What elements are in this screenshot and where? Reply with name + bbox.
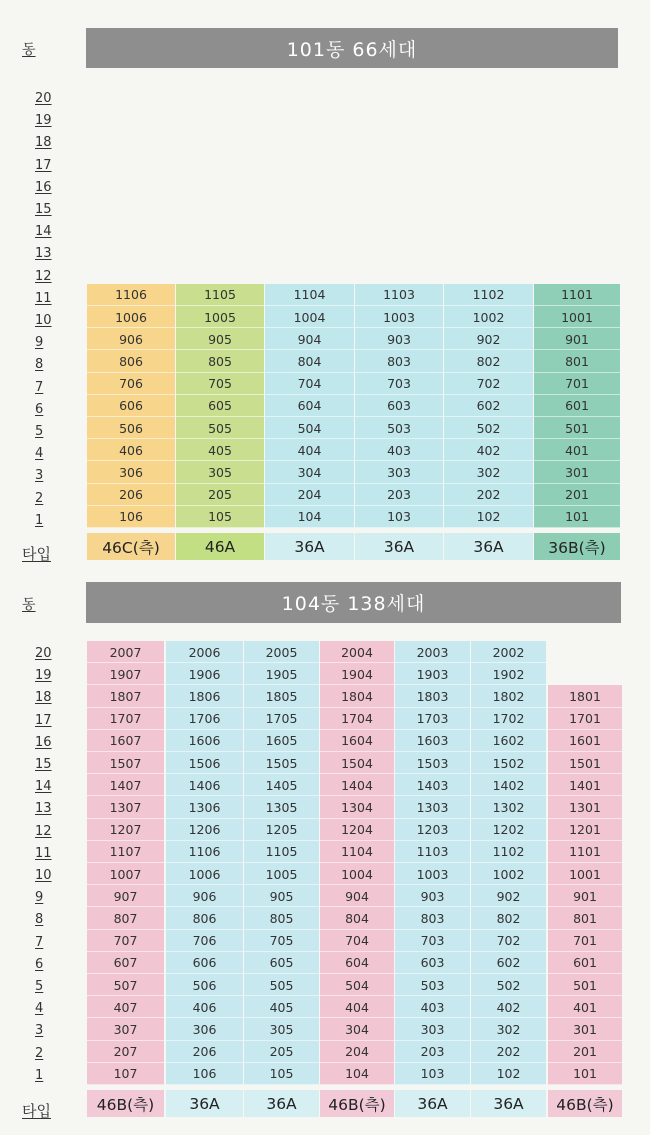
unit-cell: 1605: [244, 730, 319, 752]
unit-cell: 401: [534, 439, 620, 461]
unit-cell: 506: [166, 974, 243, 996]
unit-cell: 1007: [87, 863, 164, 885]
unit-cell: 1002: [444, 306, 533, 328]
unit-cell: 1801: [548, 685, 622, 707]
unit-cell: 106: [87, 506, 175, 528]
unit-column: [265, 284, 354, 528]
unit-column: [548, 685, 622, 1085]
unit-cell: 301: [534, 461, 620, 483]
unit-cell: 1101: [534, 284, 620, 306]
unit-cell: 501: [534, 417, 620, 439]
unit-cell: 1506: [166, 752, 243, 774]
unit-cell: 1902: [471, 663, 546, 685]
unit-cell: 905: [244, 885, 319, 907]
unit-cell: 1307: [87, 796, 164, 818]
unit-type-cell: 46B(측): [320, 1090, 394, 1117]
unit-cell: 1204: [320, 819, 394, 841]
unit-cell: 805: [176, 350, 264, 372]
floor-label: 10: [35, 868, 52, 883]
unit-cell: 207: [87, 1041, 164, 1063]
unit-cell: 304: [320, 1018, 394, 1040]
unit-cell: 605: [244, 952, 319, 974]
floor-label: 20: [35, 646, 52, 661]
unit-cell: 201: [534, 484, 620, 506]
unit-cell: 1904: [320, 663, 394, 685]
unit-cell: 905: [176, 328, 264, 350]
unit-type-cell: 36B(측): [534, 533, 620, 560]
unit-cell: 705: [244, 930, 319, 952]
unit-cell: 202: [471, 1041, 546, 1063]
unit-cell: 1106: [87, 284, 175, 306]
unit-cell: 502: [444, 417, 533, 439]
floor-label: 9: [35, 335, 44, 351]
unit-cell: 1304: [320, 796, 394, 818]
unit-cell: 1205: [244, 819, 319, 841]
unit-cell: 303: [395, 1018, 470, 1040]
unit-cell: 1601: [548, 730, 622, 752]
unit-cell: 305: [176, 461, 264, 483]
floor-label: 11: [35, 290, 52, 306]
unit-cell: 502: [471, 974, 546, 996]
dong-label-2: 동: [22, 597, 36, 613]
unit-cell: 707: [87, 930, 164, 952]
floor-label: 11: [35, 845, 52, 861]
floor-label: 5: [35, 424, 44, 439]
unit-cell: 1602: [471, 730, 546, 752]
unit-cell: 1903: [395, 663, 470, 685]
floor-label: 12: [35, 268, 52, 284]
floor-label: 4: [35, 446, 44, 462]
unit-type-cell: 36A: [395, 1090, 470, 1117]
unit-cell: 803: [355, 350, 443, 372]
unit-cell: 2002: [471, 641, 546, 663]
unit-cell: 1805: [244, 685, 319, 707]
unit-type-cell: 36A: [444, 533, 533, 560]
floor-label: 15: [35, 757, 52, 772]
unit-cell: 1705: [244, 708, 319, 730]
unit-cell: 1002: [471, 863, 546, 885]
unit-cell: 903: [395, 885, 470, 907]
unit-cell: 805: [244, 907, 319, 929]
unit-cell: 2004: [320, 641, 394, 663]
unit-cell: 1407: [87, 774, 164, 796]
floor-label: 9: [35, 890, 44, 906]
unit-cell: 906: [87, 328, 175, 350]
unit-cell: 1502: [471, 752, 546, 774]
unit-cell: 1807: [87, 685, 164, 707]
floor-label: 1: [35, 1067, 44, 1083]
unit-cell: 204: [320, 1041, 394, 1063]
unit-cell: 506: [87, 417, 175, 439]
unit-cell: 1101: [548, 841, 622, 863]
unit-cell: 807: [87, 907, 164, 929]
floor-label: 18: [35, 690, 52, 706]
type-label-1: 타입: [22, 545, 51, 563]
unit-cell: 904: [320, 885, 394, 907]
floor-label: 2: [35, 490, 44, 506]
unit-cell: 2007: [87, 641, 164, 663]
unit-cell: 804: [320, 907, 394, 929]
floor-label: 12: [35, 823, 52, 839]
unit-cell: 404: [320, 996, 394, 1018]
unit-cell: 1202: [471, 819, 546, 841]
unit-cell: 1906: [166, 663, 243, 685]
unit-cell: 205: [176, 484, 264, 506]
unit-cell: 104: [320, 1063, 394, 1085]
unit-cell: 1503: [395, 752, 470, 774]
unit-cell: 702: [444, 373, 533, 395]
unit-cell: 1404: [320, 774, 394, 796]
unit-cell: 1604: [320, 730, 394, 752]
building-101-title: 101동 66세대: [86, 28, 618, 68]
unit-cell: 504: [265, 417, 354, 439]
unit-cell: 1102: [471, 841, 546, 863]
unit-cell: 505: [176, 417, 264, 439]
unit-cell: 1207: [87, 819, 164, 841]
unit-cell: 2006: [166, 641, 243, 663]
unit-cell: 406: [87, 439, 175, 461]
unit-cell: 105: [176, 506, 264, 528]
unit-column: [395, 641, 470, 1085]
unit-cell: 603: [355, 395, 443, 417]
unit-cell: 706: [166, 930, 243, 952]
unit-cell: 806: [87, 350, 175, 372]
unit-cell: 1303: [395, 796, 470, 818]
unit-cell: 1103: [355, 284, 443, 306]
unit-cell: 1001: [548, 863, 622, 885]
unit-cell: 601: [548, 952, 622, 974]
floor-label: 7: [35, 934, 44, 950]
floor-label: 5: [35, 979, 44, 994]
unit-column: [87, 284, 175, 528]
unit-cell: 604: [265, 395, 354, 417]
unit-cell: 703: [395, 930, 470, 952]
unit-cell: 302: [471, 1018, 546, 1040]
unit-type-cell: 46B(측): [87, 1090, 164, 1117]
unit-cell: 606: [87, 395, 175, 417]
unit-cell: 1806: [166, 685, 243, 707]
unit-cell: 1306: [166, 796, 243, 818]
floor-label: 15: [35, 202, 52, 217]
unit-cell: 1006: [87, 306, 175, 328]
unit-column: [244, 641, 319, 1085]
unit-cell: 504: [320, 974, 394, 996]
unit-cell: 1401: [548, 774, 622, 796]
unit-cell: 1003: [395, 863, 470, 885]
unit-cell: 906: [166, 885, 243, 907]
unit-cell: 603: [395, 952, 470, 974]
unit-cell: 2005: [244, 641, 319, 663]
unit-cell: 903: [355, 328, 443, 350]
unit-column: [87, 641, 164, 1085]
unit-cell: 1206: [166, 819, 243, 841]
unit-cell: 505: [244, 974, 319, 996]
unit-cell: 102: [471, 1063, 546, 1085]
unit-cell: 607: [87, 952, 164, 974]
unit-cell: 306: [87, 461, 175, 483]
unit-cell: 202: [444, 484, 533, 506]
unit-column: [471, 641, 546, 1085]
unit-cell: 706: [87, 373, 175, 395]
unit-cell: 1702: [471, 708, 546, 730]
unit-column: [176, 284, 264, 528]
unit-cell: 1305: [244, 796, 319, 818]
unit-cell: 801: [548, 907, 622, 929]
floor-label: 10: [35, 313, 52, 328]
unit-cell: 1406: [166, 774, 243, 796]
unit-cell: 405: [176, 439, 264, 461]
unit-cell: 704: [265, 373, 354, 395]
unit-type-cell: 46B(측): [548, 1090, 622, 1117]
unit-cell: 901: [548, 885, 622, 907]
floor-label: 14: [35, 224, 52, 240]
unit-cell: 1704: [320, 708, 394, 730]
unit-column: [320, 641, 394, 1085]
unit-cell: 1005: [244, 863, 319, 885]
unit-cell: 1701: [548, 708, 622, 730]
floor-label: 6: [35, 956, 44, 972]
unit-cell: 1201: [548, 819, 622, 841]
unit-cell: 1004: [320, 863, 394, 885]
unit-cell: 102: [444, 506, 533, 528]
unit-cell: 107: [87, 1063, 164, 1085]
unit-cell: 103: [355, 506, 443, 528]
floor-label: 18: [35, 135, 52, 151]
building-104-title: 104동 138세대: [86, 582, 621, 623]
unit-type-cell: 36A: [471, 1090, 546, 1117]
unit-type-cell: 36A: [355, 533, 443, 560]
unit-cell: 1402: [471, 774, 546, 796]
unit-cell: 402: [471, 996, 546, 1018]
unit-cell: 2003: [395, 641, 470, 663]
unit-cell: 104: [265, 506, 354, 528]
unit-cell: 1006: [166, 863, 243, 885]
floor-label: 2: [35, 1045, 44, 1061]
unit-cell: 1106: [166, 841, 243, 863]
unit-cell: 1003: [355, 306, 443, 328]
unit-cell: 705: [176, 373, 264, 395]
unit-cell: 901: [534, 328, 620, 350]
floor-label: 13: [35, 801, 52, 817]
unit-cell: 1005: [176, 306, 264, 328]
unit-cell: 1301: [548, 796, 622, 818]
unit-cell: 1104: [265, 284, 354, 306]
unit-cell: 405: [244, 996, 319, 1018]
unit-cell: 907: [87, 885, 164, 907]
unit-type-cell: 36A: [244, 1090, 319, 1117]
unit-cell: 801: [534, 350, 620, 372]
floor-label: 19: [35, 668, 52, 684]
unit-cell: 802: [444, 350, 533, 372]
unit-cell: 305: [244, 1018, 319, 1040]
unit-cell: 1804: [320, 685, 394, 707]
unit-cell: 1603: [395, 730, 470, 752]
unit-cell: 203: [355, 484, 443, 506]
unit-cell: 904: [265, 328, 354, 350]
unit-cell: 404: [265, 439, 354, 461]
unit-cell: 1803: [395, 685, 470, 707]
unit-cell: 204: [265, 484, 354, 506]
unit-cell: 902: [444, 328, 533, 350]
unit-cell: 1203: [395, 819, 470, 841]
type-label-2: 타입: [22, 1102, 51, 1120]
unit-cell: 402: [444, 439, 533, 461]
unit-cell: 1104: [320, 841, 394, 863]
unit-column: [534, 284, 620, 528]
unit-cell: 1607: [87, 730, 164, 752]
unit-cell: 1703: [395, 708, 470, 730]
unit-cell: 1102: [444, 284, 533, 306]
unit-type-cell: 36A: [166, 1090, 243, 1117]
unit-cell: 702: [471, 930, 546, 952]
floor-label: 13: [35, 246, 52, 262]
dong-label-1: 동: [22, 42, 36, 58]
unit-cell: 206: [87, 484, 175, 506]
unit-cell: 403: [395, 996, 470, 1018]
unit-cell: 604: [320, 952, 394, 974]
unit-cell: 1507: [87, 752, 164, 774]
unit-cell: 206: [166, 1041, 243, 1063]
unit-cell: 606: [166, 952, 243, 974]
floor-label: 17: [35, 712, 52, 728]
unit-cell: 605: [176, 395, 264, 417]
unit-cell: 902: [471, 885, 546, 907]
unit-cell: 1105: [244, 841, 319, 863]
unit-cell: 306: [166, 1018, 243, 1040]
unit-cell: 201: [548, 1041, 622, 1063]
unit-cell: 101: [548, 1063, 622, 1085]
unit-cell: 203: [395, 1041, 470, 1063]
floor-label: 3: [35, 468, 44, 484]
unit-cell: 106: [166, 1063, 243, 1085]
unit-cell: 601: [534, 395, 620, 417]
unit-cell: 1004: [265, 306, 354, 328]
unit-cell: 307: [87, 1018, 164, 1040]
unit-cell: 105: [244, 1063, 319, 1085]
unit-cell: 1606: [166, 730, 243, 752]
unit-cell: 804: [265, 350, 354, 372]
unit-cell: 503: [355, 417, 443, 439]
floor-label: 8: [35, 912, 44, 928]
unit-cell: 407: [87, 996, 164, 1018]
unit-type-cell: 46C(측): [87, 533, 175, 560]
unit-column: [355, 284, 443, 528]
unit-type-cell: 36A: [265, 533, 354, 560]
unit-cell: 1103: [395, 841, 470, 863]
unit-type-cell: 46A: [176, 533, 264, 560]
unit-cell: 507: [87, 974, 164, 996]
floor-label: 17: [35, 157, 52, 173]
unit-cell: 1501: [548, 752, 622, 774]
unit-cell: 403: [355, 439, 443, 461]
floor-label: 6: [35, 401, 44, 417]
unit-cell: 1302: [471, 796, 546, 818]
floor-label: 16: [35, 734, 52, 750]
unit-cell: 1403: [395, 774, 470, 796]
unit-cell: 1802: [471, 685, 546, 707]
unit-cell: 1405: [244, 774, 319, 796]
unit-column: [166, 641, 243, 1085]
unit-cell: 1905: [244, 663, 319, 685]
unit-cell: 205: [244, 1041, 319, 1063]
unit-cell: 501: [548, 974, 622, 996]
unit-cell: 802: [471, 907, 546, 929]
unit-cell: 602: [471, 952, 546, 974]
floor-label: 1: [35, 512, 44, 528]
unit-cell: 1107: [87, 841, 164, 863]
floor-label: 3: [35, 1023, 44, 1039]
unit-cell: 701: [534, 373, 620, 395]
floor-label: 8: [35, 357, 44, 373]
unit-cell: 1001: [534, 306, 620, 328]
unit-cell: 803: [395, 907, 470, 929]
unit-cell: 301: [548, 1018, 622, 1040]
unit-cell: 1504: [320, 752, 394, 774]
unit-cell: 1706: [166, 708, 243, 730]
floor-label: 19: [35, 113, 52, 129]
unit-cell: 806: [166, 907, 243, 929]
floor-label: 16: [35, 179, 52, 195]
unit-column: [444, 284, 533, 528]
unit-cell: 304: [265, 461, 354, 483]
unit-cell: 602: [444, 395, 533, 417]
floor-label: 4: [35, 1001, 44, 1017]
unit-cell: 1505: [244, 752, 319, 774]
floor-label: 14: [35, 779, 52, 795]
unit-cell: 101: [534, 506, 620, 528]
unit-cell: 1907: [87, 663, 164, 685]
unit-cell: 401: [548, 996, 622, 1018]
unit-cell: 703: [355, 373, 443, 395]
floor-label: 20: [35, 91, 52, 106]
unit-cell: 1707: [87, 708, 164, 730]
unit-cell: 406: [166, 996, 243, 1018]
unit-cell: 103: [395, 1063, 470, 1085]
unit-cell: 704: [320, 930, 394, 952]
unit-cell: 503: [395, 974, 470, 996]
unit-cell: 302: [444, 461, 533, 483]
unit-cell: 1105: [176, 284, 264, 306]
unit-cell: 303: [355, 461, 443, 483]
unit-cell: 701: [548, 930, 622, 952]
floor-label: 7: [35, 379, 44, 395]
